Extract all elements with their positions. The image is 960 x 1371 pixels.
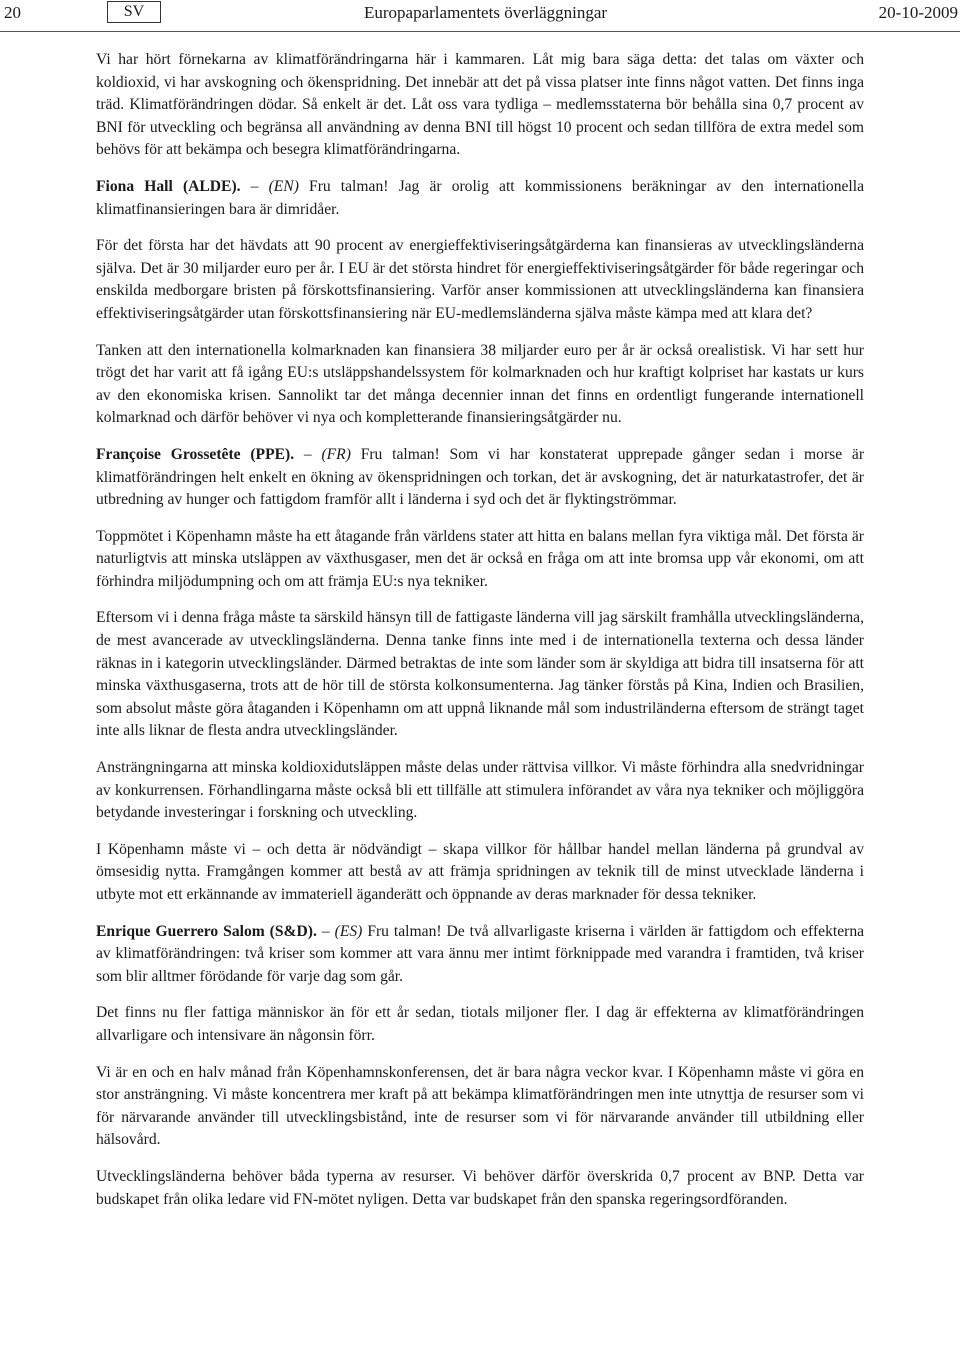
paragraph-text: För det första har det hävdats att 90 procent av energieffektiviseringsåtgärderna kan finansieras av utvecklingsländerna själva. Det är 30 miljarder euro per år. I EU är det största hindret för energieffektiviseringsåtgärder för både regeringar och enskilda medborgare bristen på förskottsfinansiering. Varför anser kommissionen att utvecklingsländerna kan finansiera effektiviseringsåtgärder utan förskottsfinansiering när EU-medlemsländerna själva måste kämpa med att klara det? bbox=[96, 237, 864, 322]
opening-address: Fru talman! bbox=[367, 922, 442, 940]
paragraph-text: Jag är orolig att kommissionens beräkningar av den internationella klimatfinansieringen bara är dimridåer. bbox=[96, 177, 865, 218]
paragraph bbox=[96, 607, 864, 743]
language-code: (FR) bbox=[321, 445, 351, 463]
paragraph bbox=[96, 235, 864, 325]
language-code: (EN) bbox=[268, 177, 299, 195]
paragraph: Enrique Guerrero Salom (S&D). – (ES) Fru talman! De två allvarligaste kriserna i världen är fattigdom och effekterna av klimatförändringen: två kriser som kommer att vara ännu mer intimt förknippade med varandra i framtiden, två kriser som blir alltmer förödande för varje dag som går. bbox=[96, 922, 865, 985]
paragraph-text: Vi är en och en halv månad från Köpenhamnskonferensen, det är bara några veckor kvar. I Köpenhamn måste vi göra en stor ansträngning. Vi måste koncentrera mer kraft på att bekämpa klimatförändringen men inte utnyttja de resurser som vi för närvarande använder till utvecklingsbistånd, inte de resurser som vi för närvarande använder till utbildning eller hälsovård. bbox=[96, 1063, 864, 1149]
speaker-name: Fiona Hall (ALDE). bbox=[96, 177, 241, 195]
paragraph-text: Det finns nu fler fattiga människor än för ett år sedan, tiotals miljoner fler. I dag är effekterna av klimatförändringen allvarligare och intensivare än någonsin förr. bbox=[96, 1004, 864, 1044]
document-body bbox=[96, 49, 864, 1225]
header-rule bbox=[0, 31, 960, 32]
paragraph-text: Utvecklingsländerna behöver båda typerna av resurser. Vi behöver därför överskrida 0,7 procent av BNP. Detta var budskapet från olika ledare vid FN-mötet nyligen. Detta var budskapet från den spanska regeringsordföranden. bbox=[96, 1167, 864, 1208]
opening-address: Fru talman! bbox=[309, 177, 389, 195]
paragraph bbox=[96, 526, 864, 594]
paragraph-text: Som vi har konstaterat upprepade gånger sedan i morse är klimatförändringen helt enkelt en ökning av ökenspridningen och torkan, det är avskogning, det är naturkatastrofer, det är utbredning av hunger och fattigdom framför allt i länderna i syd och det är flyktingströmmar. bbox=[96, 445, 865, 509]
speaker-name: Enrique Guerrero Salom (S&D). bbox=[96, 922, 317, 940]
paragraph-text: Tanken att den internationella kolmarknaden kan finansiera 38 miljarder euro per år är också orealistisk. Vi har sett hur trögt det har varit att få igång EU:s utsläppshandelssystem för kolmarknaden och hur kraftigt kolpriset har kastats ur kurs av den ekonomiska krisen. Sannolikt tar det många decennier innan det finns en ordentligt fungerande internationell kolmarknad och därför behöver vi nya och kompletterande finansieringsåtgärder nu. bbox=[96, 341, 864, 427]
paragraph bbox=[96, 49, 864, 162]
language-code: (ES) bbox=[334, 922, 363, 940]
paragraph bbox=[96, 839, 864, 907]
opening-address: Fru talman! bbox=[360, 445, 440, 463]
paragraph-text: Eftersom vi i denna fråga måste ta särskild hänsyn till de fattigaste länderna vill jag särskilt framhålla utvecklingsländerna, de mest avancerade av utvecklingsländerna. Denna tanke finns inte med i de internationella texterna och dessa länder räknas in i kategorin utvecklingsländer. Därmed betraktas de inte som länder som är skyldiga att bidra till insatserna för att minska växthusgaserna, trots att de hör till de största kolkonsumenterna. Jag tänker förstås på Kina, Indien och Brasilien, som absolut måste göra åtaganden i Köpenhamn om att uppnå liknande mål som industriländerna eftersom de strängt taget inte alls liknar de flesta andra utvecklingsländer. bbox=[96, 609, 864, 740]
paragraph bbox=[96, 1166, 864, 1211]
paragraph: Françoise Grossetête (PPE). – (FR) Fru talman! Som vi har konstaterat upprepade gånger sedan i morse är klimatförändringen helt enkelt en ökning av ökenspridningen och torkan, det är avskogning, det är naturkatastrofer, det är utbredning av hunger och fattigdom framför allt i länderna i syd och det är flyktingströmmar. bbox=[96, 445, 865, 509]
language-badge: SV bbox=[107, 1, 161, 23]
paragraph-text: De två allvarligaste kriserna i världen är fattigdom och effekterna av klimatförändringen: två kriser som kommer att vara ännu mer intimt förknippade med varandra i framtiden, två kriser som blir alltmer förödande för varje dag som går. bbox=[96, 922, 865, 985]
paragraph-text: Ansträngningarna att minska koldioxidutsläppen måste delas under rättvisa villkor. Vi måste förhindra alla snedvridningar av konkurrensen. Förhandlingarna måste också bli ett tillfälle att stimulera införandet av våra nya tekniker och möjliggöra betydande investeringar i forskning och utveckling. bbox=[96, 759, 864, 822]
paragraph bbox=[96, 757, 864, 825]
running-title: Europaparlamentets överläggningar bbox=[364, 3, 608, 22]
paragraph-text: I Köpenhamn måste vi – och detta är nödvändigt – skapa villkor för hållbar handel mellan länderna på grundval av ömsesidig nytta. Framgången kommer att bestå av att främja spridningen av teknik till de minst utvecklade länderna i utbyte mot ett erkännande av immateriell äganderätt och öppnande av deras marknader för dessa tekniker. bbox=[96, 840, 864, 903]
paragraph-text: Toppmötet i Köpenhamn måste ha ett åtagande från världens stater att hitta en balans mellan fyra viktiga mål. Det första är naturligtvis att minska utsläppen av växthusgaser, men det är också en fråga om att inte bromsa upp vår ekonomi, om att förhindra miljödumpning och om att främja EU:s nya tekniker. bbox=[96, 527, 864, 590]
paragraph bbox=[96, 340, 864, 430]
paragraph: Fiona Hall (ALDE). – (EN) Fru talman! Jag är orolig att kommissionens beräkningar av den internationella klimatfinansieringen bara är dimridåer. bbox=[96, 177, 865, 218]
paragraph bbox=[96, 1062, 864, 1152]
page-header bbox=[0, 0, 960, 30]
session-date: 20-10-2009 bbox=[878, 3, 958, 22]
paragraph bbox=[96, 1002, 864, 1047]
page-number: 20 bbox=[4, 3, 21, 22]
speaker-name: Françoise Grossetête (PPE). bbox=[96, 445, 295, 463]
paragraph-text: Vi har hört förnekarna av klimatförändringarna här i kammaren. Låt mig bara säga detta: det talas om växter och koldioxid, vi har avskogning och ökenspridning. Det innebär att det på vissa platser inte finns något vatten. Det finns inga träd. Klimatförändringen dödar. Så enkelt är det. Låt oss vara tydliga – medlemsstaterna bör behålla sina 0,7 procent av BNI för utveckling och begränsa all användning av denna BNI till högst 10 procent och sedan tillföra de extra medel som behövs för att bekämpa och besegra klimatförändringarna. bbox=[96, 51, 864, 159]
